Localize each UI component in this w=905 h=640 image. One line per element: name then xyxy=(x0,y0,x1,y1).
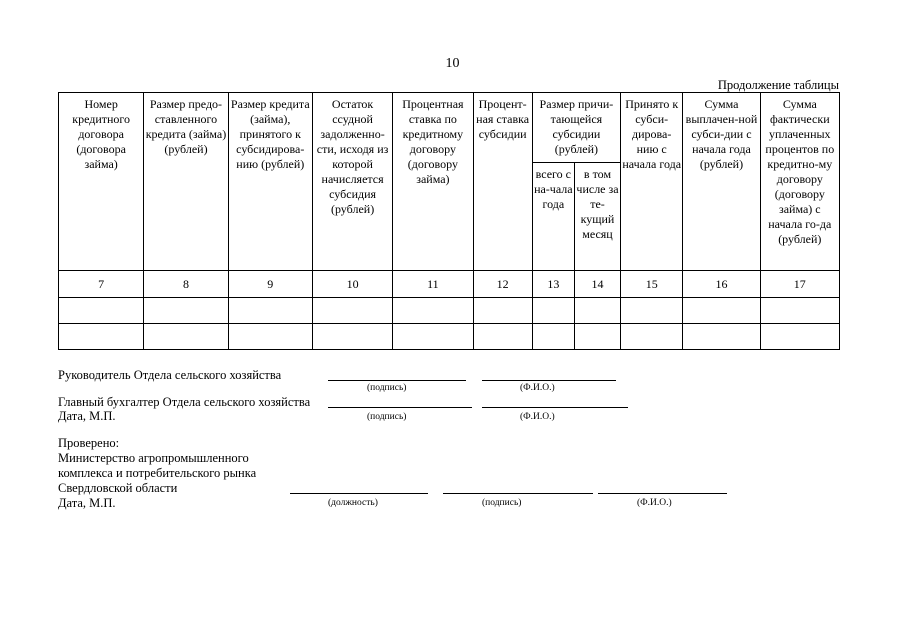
table-row xyxy=(59,324,840,350)
checked-label: Проверено: xyxy=(58,436,120,450)
column-number: 13 xyxy=(532,271,574,298)
header-subsidized-amount: Размер кредита (займа), принятого к субсидирова-нию (рублей) xyxy=(228,93,312,271)
ministry-line-1: Министерство агропромышленного xyxy=(58,451,249,465)
table-row xyxy=(59,298,840,324)
header-due-subsidy: Размер причи-тающейся субсидии (рублей) xyxy=(532,93,620,163)
column-number: 7 xyxy=(59,271,144,298)
column-number-row xyxy=(59,271,840,298)
ministry-signature-line xyxy=(443,493,593,494)
column-number: 10 xyxy=(312,271,392,298)
accountant-signature-caption: (подпись) xyxy=(367,412,407,422)
ministry-position-line xyxy=(290,493,428,494)
header-loan-amount: Размер предо-ставленного кредита (займа) (рублей) xyxy=(144,93,228,271)
head-signature-line xyxy=(328,380,466,381)
header-paid-interest: Сумма фактически уплаченных процентов по кредитно-му договору (договору займа) с начала го-да (рублей) xyxy=(760,93,839,271)
ministry-signature-caption: (подпись) xyxy=(482,498,522,508)
ministry-fio-caption: (Ф.И.О.) xyxy=(637,498,672,508)
ministry-line-2: комплекса и потребительского рынка xyxy=(58,466,257,480)
subsidy-table xyxy=(58,92,840,350)
head-label: Руководитель Отдела сельского хозяйства xyxy=(58,368,282,382)
column-number: 16 xyxy=(683,271,760,298)
date-mp-2: Дата, М.П. xyxy=(58,496,116,510)
head-fio-line xyxy=(482,380,616,381)
header-accepted-ytd: Принято к субси-дирова-нию с начала года xyxy=(621,93,683,271)
header-interest-rate: Процентная ставка по кредитному договору (договору займа) xyxy=(393,93,473,271)
head-fio-caption: (Ф.И.О.) xyxy=(520,383,555,393)
column-number: 9 xyxy=(228,271,312,298)
ministry-position-caption: (должность) xyxy=(328,498,378,508)
ministry-fio-line xyxy=(598,493,727,494)
column-number: 8 xyxy=(144,271,228,298)
accountant-label: Главный бухгалтер Отдела сельского хозяйства xyxy=(58,395,311,409)
date-mp-1: Дата, М.П. xyxy=(58,409,116,423)
page-number: 10 xyxy=(445,56,460,71)
head-signature-caption: (подпись) xyxy=(367,383,407,393)
header-loan-number: Номер кредитного договора (договора займа) xyxy=(59,93,144,271)
column-number: 12 xyxy=(473,271,532,298)
subheader-total-ytd: всего с на-чала года xyxy=(532,163,574,271)
column-number: 14 xyxy=(574,271,620,298)
header-paid-subsidy: Сумма выплачен-ной субси-дии с начала года (рублей) xyxy=(683,93,760,271)
column-number: 15 xyxy=(621,271,683,298)
accountant-fio-caption: (Ф.И.О.) xyxy=(520,412,555,422)
header-subsidy-rate: Процент-ная ставка субсидии xyxy=(473,93,532,271)
column-number: 17 xyxy=(760,271,839,298)
ministry-line-3: Свердловской области xyxy=(58,481,178,495)
accountant-signature-line xyxy=(328,407,472,408)
accountant-fio-line xyxy=(482,407,628,408)
column-number: 11 xyxy=(393,271,473,298)
subheader-current-month: в том числе за те-кущий месяц xyxy=(574,163,620,271)
header-remaining-debt: Остаток ссудной задолженно-сти, исходя из которой начисляется субсидия (рублей) xyxy=(312,93,392,271)
table-continuation-label: Продолжение таблицы xyxy=(717,78,839,92)
